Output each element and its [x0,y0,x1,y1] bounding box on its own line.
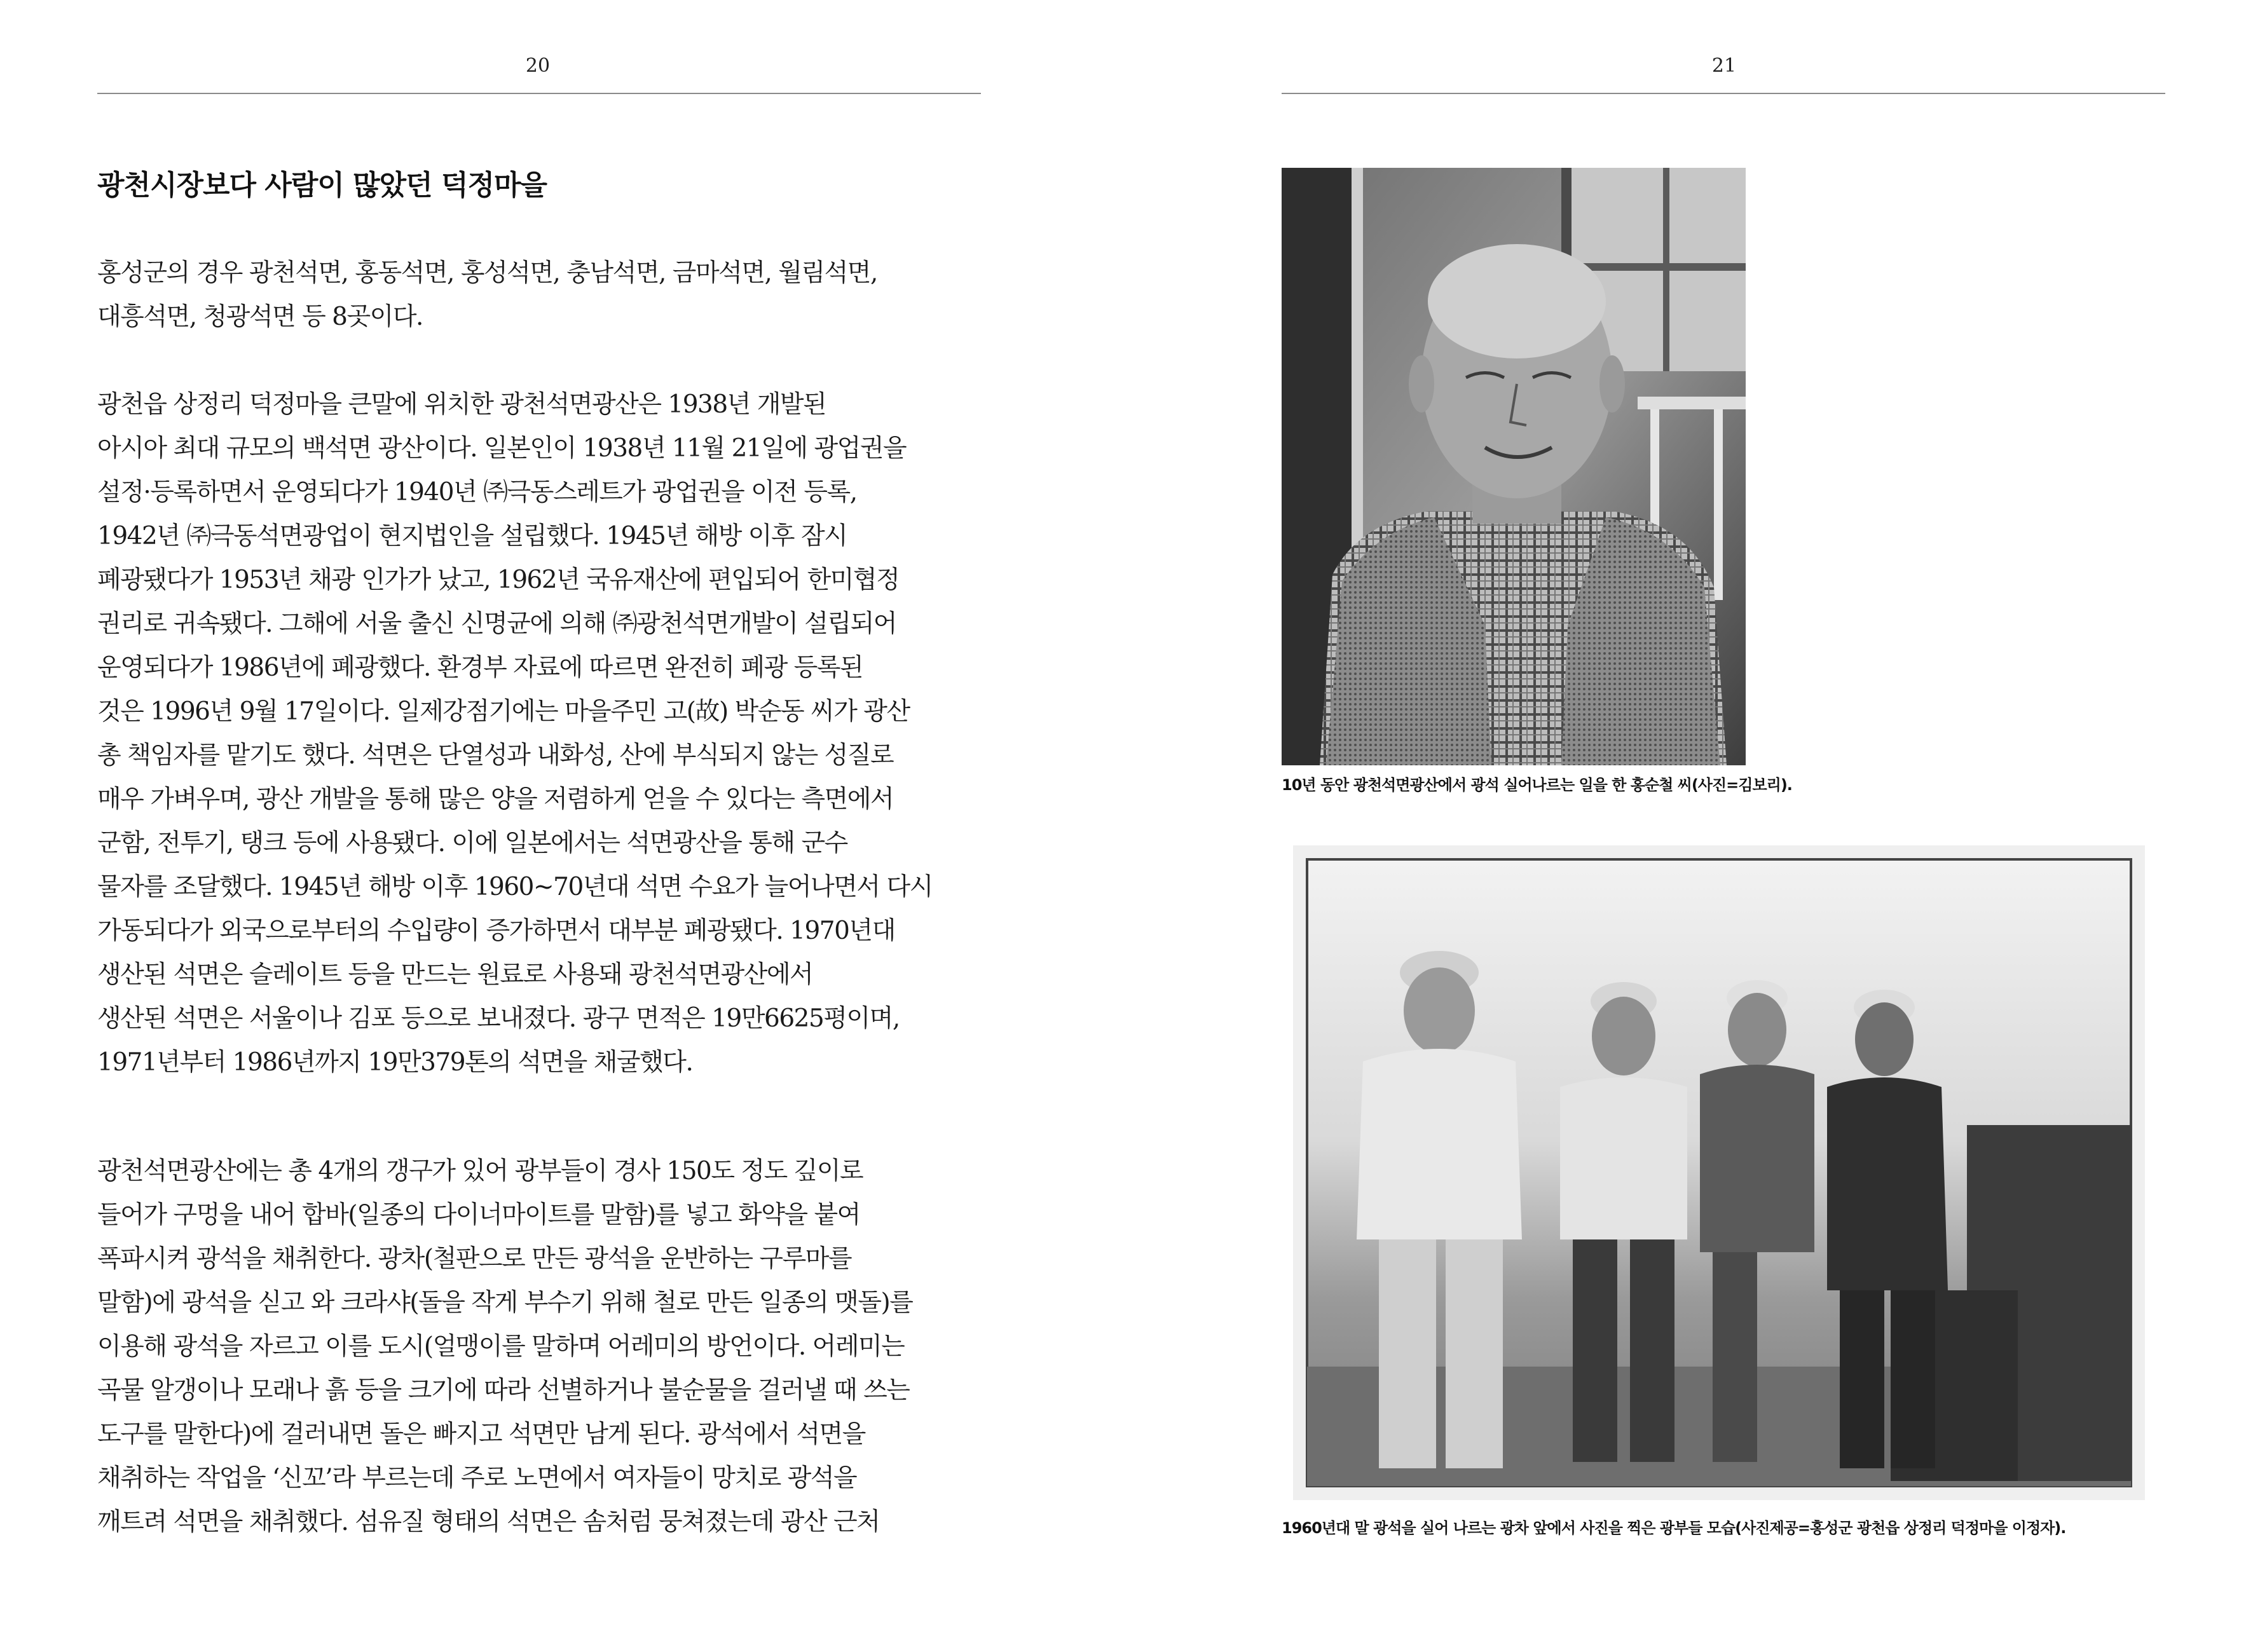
paragraph-2 [97,383,987,1084]
text-line: 광천석면광산에는 총 4개의 갱구가 있어 광부들이 경사 150도 정도 깊이로 [97,1157,863,1185]
text-line: 광천읍 상정리 덕정마을 큰말에 위치한 광천석면광산은 1938년 개발된 [97,390,826,419]
left-page [0,0,1126,1652]
text-line: 것은 1996년 9월 17일이다. 일제강점기에는 마을주민 고(故) 박순동 씨가 광산 [97,697,910,726]
portrait-photo [1282,168,1746,765]
page-number: 20 [525,55,551,77]
text-line: 이용해 광석을 자르고 이를 도시(얼맹이를 말하며 어레미의 방언이다. 어레미는 [97,1332,905,1361]
text-line: 가동되다가 외국으로부터의 수입량이 증가하면서 대부분 폐광됐다. 1970년대 [97,917,895,945]
text-line: 매우 가벼우며, 광산 개발을 통해 많은 양을 저렴하게 얻을 수 있다는 측면에서 [97,785,894,814]
text-line: 채취하는 작업을 ‘신꼬’라 부르는데 주로 노면에서 여자들이 망치로 광석을 [97,1464,857,1492]
text-line: 생산된 석면은 슬레이트 등을 만드는 원료로 사용돼 광천석면광산에서 [97,960,813,989]
section-heading: 광천시장보다 사람이 많았던 덕정마을 [97,169,547,201]
text-line: 운영되다가 1986년에 폐광했다. 환경부 자료에 따르면 완전히 폐광 등록된 [97,653,863,682]
text-line: 군함, 전투기, 탱크 등에 사용됐다. 이에 일본에서는 석면광산을 통해 군수 [97,829,847,857]
text-line: 도구를 말한다)에 걸러내면 돌은 빠지고 석면만 남게 된다. 광석에서 석면을 [97,1420,865,1449]
header-rule [97,93,981,94]
text-line: 설정·등록하면서 운영되다가 1940년 ㈜극동스레트가 광업권을 이전 등록, [97,478,857,507]
text-line: 폐광됐다가 1953년 채광 인가가 났고, 1962년 국유재산에 편입되어 한미협정 [97,566,900,594]
text-line: 1971년부터 1986년까지 19만379톤의 석면을 채굴했다. [97,1048,693,1077]
header-rule [1282,93,2165,94]
paragraph-3 [97,1149,987,1544]
text-line: 깨트려 석면을 채취했다. 섬유질 형태의 석면은 솜처럼 뭉쳐졌는데 광산 근처 [97,1508,880,1536]
text-line: 들어가 구멍을 내어 합바(일종의 다이너마이트를 말함)를 넣고 화약을 붙여 [97,1201,860,1229]
page-number: 21 [1711,55,1737,77]
text-line: 곡물 알갱이나 모래나 흙 등을 크기에 따라 선별하거나 불순물을 걸러낼 때 쓰는 [97,1376,910,1405]
text-line: 홍성군의 경우 광천석면, 홍동석면, 홍성석면, 충남석면, 금마석면, 월림석면, [97,259,877,287]
right-page [1126,0,2253,1652]
photo-caption: 1960년대 말 광석을 실어 나르는 광차 앞에서 사진을 찍은 광부들 모습(사진제공=홍성군 광천읍 상정리 덕정마을 이정자). [1282,1519,2066,1537]
miners-photo [1293,845,2145,1500]
text-line: 물자를 조달했다. 1945년 해방 이후 1960~70년대 석면 수요가 늘어나면서 다시 [97,873,933,901]
text-line: 말함)에 광석을 싣고 와 크라샤(돌을 작게 부수기 위해 철로 만든 일종의 맷돌)를 [97,1288,913,1317]
text-line: 대흥석면, 청광석면 등 8곳이다. [97,303,423,331]
text-line: 1942년 ㈜극동석면광업이 현지법인을 설립했다. 1945년 해방 이후 잠시 [97,522,847,550]
text-line: 총 책임자를 맡기도 했다. 석면은 단열성과 내화성, 산에 부식되지 않는 성질로 [97,741,894,770]
text-line: 폭파시켜 광석을 채취한다. 광차(철판으로 만든 광석을 운반하는 구루마를 [97,1245,852,1273]
text-line: 아시아 최대 규모의 백석면 광산이다. 일본인이 1938년 11월 21일에 광업권을 [97,434,907,463]
photo-caption: 10년 동안 광천석면광산에서 광석 실어나르는 일을 한 홍순철 씨(사진=김보리). [1282,776,1792,794]
paragraph-1 [97,251,987,339]
text-line: 생산된 석면은 서울이나 김포 등으로 보내졌다. 광구 면적은 19만6625평이며, [97,1004,900,1033]
text-line: 권리로 귀속됐다. 그해에 서울 출신 신명균에 의해 ㈜광천석면개발이 설립되어 [97,610,896,638]
